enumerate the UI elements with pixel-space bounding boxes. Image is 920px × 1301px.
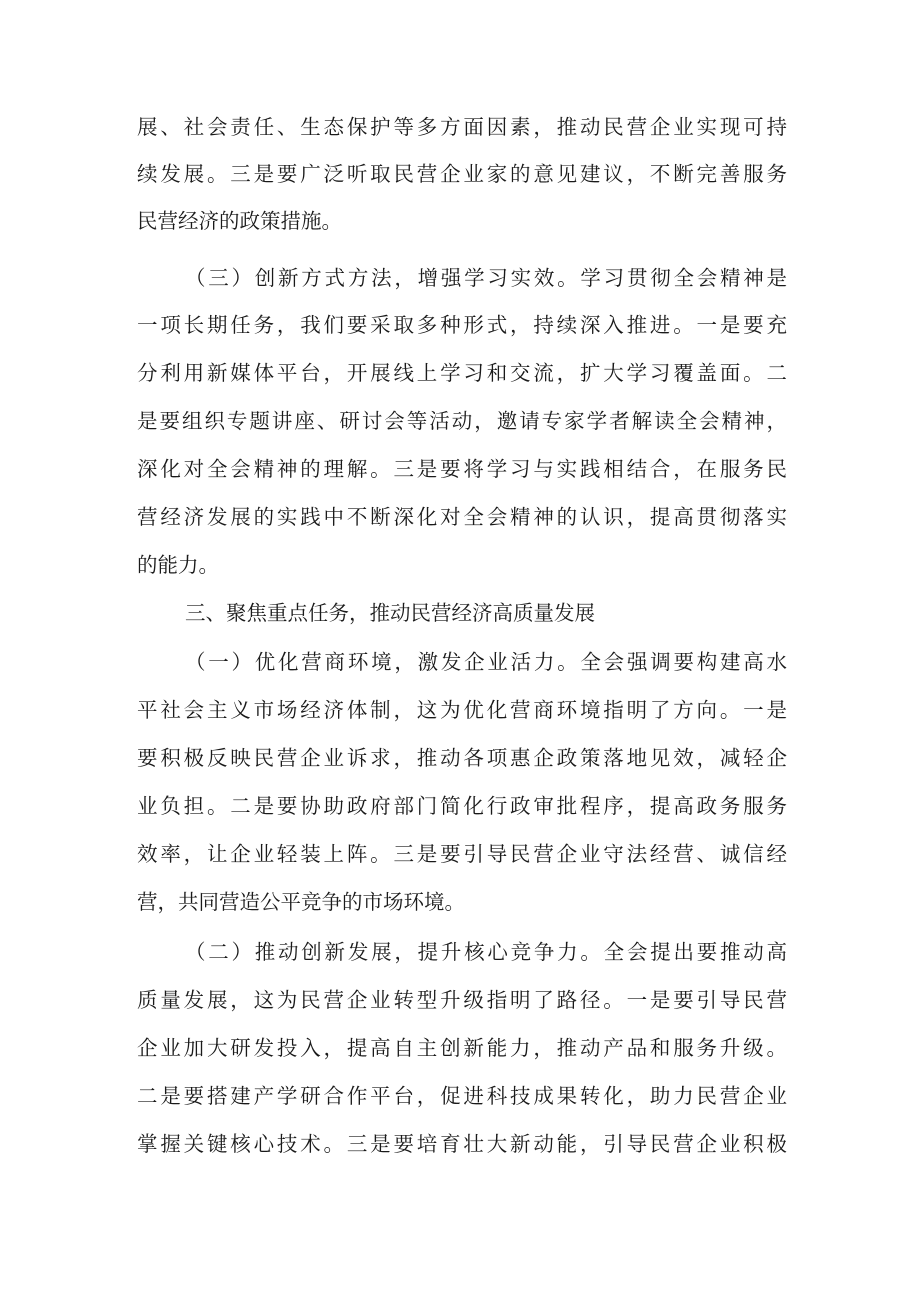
section-heading: 三、聚焦重点任务，推动民营经济高质量发展 bbox=[185, 601, 595, 625]
text-line: 分利用新媒体平台，开展线上学习和交流，扩大学习覆盖面。二 bbox=[137, 361, 787, 385]
text-line: 企业加大研发投入，提高自主创新能力，推动产品和服务升级。 bbox=[137, 1036, 787, 1060]
text-line: 深化对全会精神的理解。三是要将学习与实践相结合，在服务民 bbox=[137, 457, 787, 481]
paragraph-heading-line: （二）推动创新发展，提升核心竞争力。全会提出要推动高 bbox=[185, 940, 787, 964]
text-line: 展、社会责任、生态保护等多方面因素，推动民营企业实现可持 bbox=[137, 115, 787, 139]
text-line: 的能力。 bbox=[137, 553, 219, 577]
text-line: 一项长期任务，我们要采取多种形式，持续深入推进。一是要充 bbox=[137, 313, 787, 337]
text-line: 掌握关键核心技术。三是要培育壮大新动能，引导民营企业积极 bbox=[137, 1132, 787, 1156]
text-line: 营经济发展的实践中不断深化对全会精神的认识，提高贯彻落实 bbox=[137, 505, 787, 529]
text-line: 是要组织专题讲座、研讨会等活动，邀请专家学者解读全会精神， bbox=[137, 409, 787, 433]
text-line: 民营经济的政策措施。 bbox=[137, 209, 342, 233]
text-line: 二是要搭建产学研合作平台，促进科技成果转化，助力民营企业 bbox=[137, 1084, 787, 1108]
text-line: 要积极反映民营企业诉求，推动各项惠企政策落地见效，减轻企 bbox=[137, 746, 787, 770]
text-line: 业负担。二是要协助政府部门简化行政审批程序，提高政务服务 bbox=[137, 794, 787, 818]
text-line: 效率，让企业轻装上阵。三是要引导民营企业守法经营、诚信经 bbox=[137, 842, 787, 866]
text-line: 平社会主义市场经济体制，这为优化营商环境指明了方向。一是 bbox=[137, 698, 787, 722]
paragraph-heading-line: （一）优化营商环境，激发企业活力。全会强调要构建高水 bbox=[185, 650, 787, 674]
text-line: 续发展。三是要广泛听取民营企业家的意见建议，不断完善服务 bbox=[137, 162, 787, 186]
paragraph-heading-line: （三）创新方式方法，增强学习实效。学习贯彻全会精神是 bbox=[185, 266, 787, 290]
text-line: 营，共同营造公平竞争的市场环境。 bbox=[137, 890, 465, 914]
text-line: 质量发展，这为民营企业转型升级指明了路径。一是要引导民营 bbox=[137, 988, 787, 1012]
